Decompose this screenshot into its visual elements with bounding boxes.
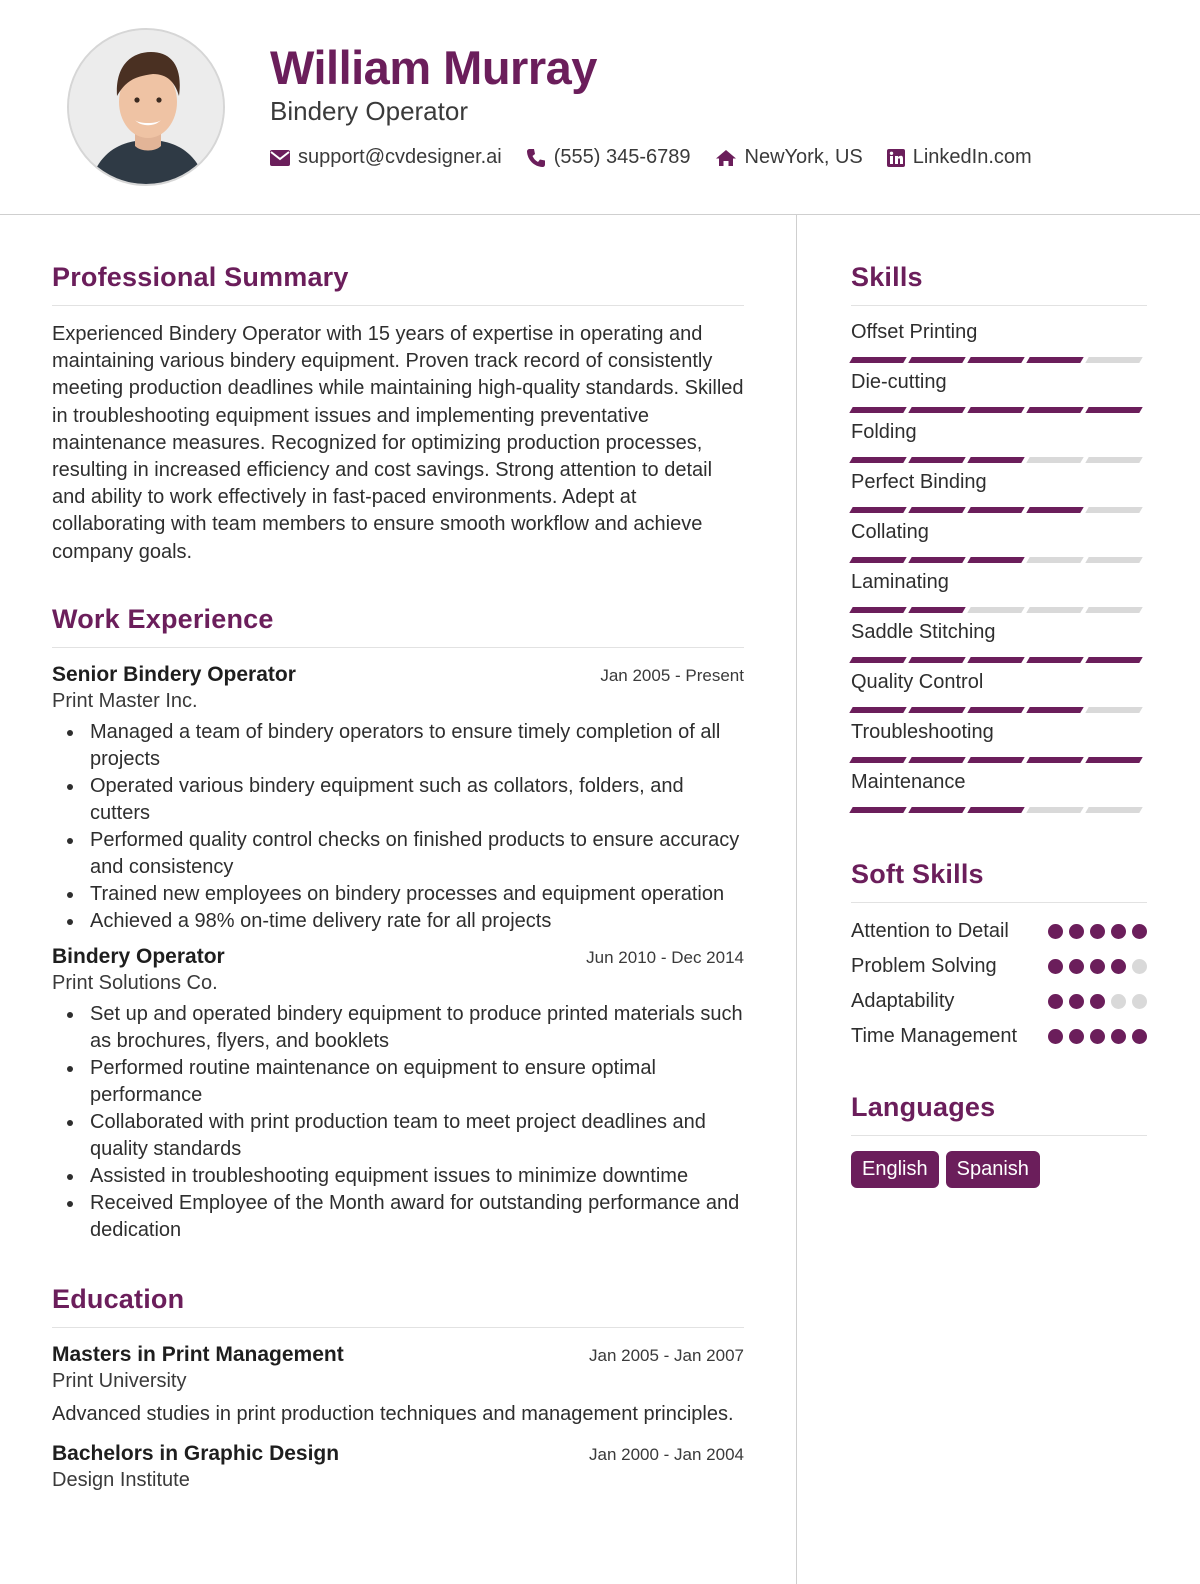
- soft-skills-heading: Soft Skills: [851, 859, 1147, 903]
- skill-name: Laminating: [851, 571, 949, 593]
- summary-text: Experienced Bindery Operator with 15 years of expertise in operating and maintaining various bindery equipment. Proven track record of consistently meeting production deadlines while maintaining high-quality standards. Skilled in troubleshooting equipment issues and implementing preventative maintenance measures. Recognized for optimizing production processes, resulting in increased efficiency and cost savings. Strong attention to detail and ability to work effectively in fast-paced environments. Adept at collaborating with team members to ensure smooth workflow and achieve company goals.: [52, 323, 744, 563]
- skill-level-segment: [1026, 707, 1083, 713]
- rating-dot: [1111, 924, 1126, 939]
- job-bullet: Managed a team of bindery operators to ensure timely completion of all projects: [90, 719, 744, 773]
- skill-level-bar: [851, 707, 1147, 713]
- soft-skill-name: Time Management: [851, 1025, 1017, 1047]
- skill-item: [851, 571, 1147, 621]
- job-title: Bindery Operator: [52, 944, 225, 968]
- skill-level-segment: [967, 807, 1024, 813]
- skill-name: Die-cutting: [851, 371, 947, 393]
- skill-level-segment: [1085, 607, 1142, 613]
- skill-level-segment: [1085, 357, 1142, 363]
- resume-header: [0, 0, 1200, 215]
- soft-skill-rating: [1042, 959, 1147, 974]
- skill-level-segment: [1085, 407, 1142, 413]
- contact-bar: [270, 146, 1056, 169]
- skill-level-bar: [851, 457, 1147, 463]
- skill-level-segment: [849, 657, 906, 663]
- candidate-name: William Murray: [270, 41, 597, 94]
- rating-dot: [1090, 1029, 1105, 1044]
- skill-item: [851, 371, 1147, 421]
- rating-dot: [1048, 994, 1063, 1009]
- skill-level-bar: [851, 807, 1147, 813]
- soft-skill-name: Attention to Detail: [851, 920, 1009, 942]
- skill-level-segment: [1085, 707, 1142, 713]
- skill-level-segment: [849, 807, 906, 813]
- job-date: Jun 2010 - Dec 2014: [586, 947, 744, 967]
- skill-level-segment: [967, 607, 1024, 613]
- skill-level-segment: [908, 707, 965, 713]
- skill-level-segment: [967, 557, 1024, 563]
- skill-level-segment: [1026, 507, 1083, 513]
- skill-level-segment: [849, 357, 906, 363]
- skill-level-segment: [1085, 507, 1142, 513]
- contact-phone-text: (555) 345-6789: [553, 146, 691, 168]
- degree-title: Bachelors in Graphic Design: [52, 1441, 340, 1465]
- rating-dot: [1090, 924, 1105, 939]
- job-bullets: [52, 719, 744, 935]
- soft-skill-name: Problem Solving: [851, 955, 997, 977]
- skill-item: [851, 321, 1147, 371]
- skill-item: [851, 671, 1147, 721]
- skill-name: Perfect Binding: [851, 471, 987, 493]
- rating-dot: [1090, 959, 1105, 974]
- job-date: Jan 2005 - Present: [600, 665, 744, 685]
- skill-level-bar: [851, 757, 1147, 763]
- job-bullet: Trained new employees on bindery processes and equipment operation: [90, 881, 744, 908]
- education-date: Jan 2005 - Jan 2007: [588, 1345, 744, 1365]
- skill-level-segment: [849, 507, 906, 513]
- skill-level-segment: [1085, 757, 1142, 763]
- rating-dot: [1132, 924, 1147, 939]
- skill-level-segment: [849, 557, 906, 563]
- soft-skill-rating: [1042, 994, 1147, 1009]
- skill-level-segment: [908, 757, 965, 763]
- skill-level-segment: [1026, 757, 1083, 763]
- skill-level-segment: [908, 607, 965, 613]
- rating-dot: [1111, 994, 1126, 1009]
- sidebar: [851, 262, 1147, 1188]
- degree-title: Masters in Print Management: [52, 1342, 344, 1366]
- skill-level-segment: [967, 657, 1024, 663]
- rating-dot: [1132, 1029, 1147, 1044]
- candidate-title: Bindery Operator: [270, 96, 468, 126]
- main-column: [52, 262, 744, 1500]
- skill-level-segment: [967, 507, 1024, 513]
- job-bullet: Performed routine maintenance on equipment to ensure optimal performance: [90, 1055, 744, 1109]
- skill-item: [851, 471, 1147, 521]
- skill-level-segment: [849, 407, 906, 413]
- soft-skill-name: Adaptability: [851, 990, 955, 1012]
- home-icon: [715, 149, 737, 167]
- rating-dot: [1048, 1029, 1063, 1044]
- skill-name: Troubleshooting: [851, 721, 994, 743]
- soft-skill-item: [851, 953, 1147, 980]
- skill-level-segment: [1026, 807, 1083, 813]
- languages-heading: Languages: [851, 1092, 1147, 1136]
- job-entry: [52, 945, 744, 1244]
- skill-item: [851, 771, 1147, 821]
- skill-level-segment: [1026, 557, 1083, 563]
- skill-name: Maintenance: [851, 771, 966, 793]
- rating-dot: [1048, 959, 1063, 974]
- skill-level-segment: [849, 707, 906, 713]
- skills-heading: Skills: [851, 262, 1147, 306]
- skill-level-segment: [908, 807, 965, 813]
- job-title: Senior Bindery Operator: [52, 662, 296, 686]
- job-bullet: Received Employee of the Month award for outstanding performance and dedication: [90, 1190, 744, 1244]
- skill-name: Folding: [851, 421, 917, 443]
- job-bullet: Assisted in troubleshooting equipment issues to minimize downtime: [90, 1163, 744, 1190]
- skill-item: [851, 721, 1147, 771]
- soft-skill-item: [851, 918, 1147, 945]
- soft-skill-item: [851, 1023, 1147, 1050]
- education-entry: [52, 1343, 744, 1428]
- skill-level-segment: [1085, 807, 1142, 813]
- skill-level-segment: [1026, 457, 1083, 463]
- skill-level-segment: [849, 757, 906, 763]
- skills-list: [851, 321, 1147, 821]
- soft-skill-rating: [1042, 1029, 1147, 1044]
- education-description: Advanced studies in print production techniques and management principles.: [52, 1402, 734, 1425]
- job-company: Print Solutions Co.: [52, 971, 218, 994]
- rating-dot: [1090, 994, 1105, 1009]
- contact-linkedin[interactable]: [887, 146, 1032, 169]
- contact-email[interactable]: [270, 146, 502, 169]
- skill-level-segment: [967, 707, 1024, 713]
- contact-email-text: support@cvdesigner.ai: [298, 146, 502, 168]
- job-bullet: Set up and operated bindery equipment to produce printed materials such as brochures, flyers, and booklets: [90, 1001, 744, 1055]
- skill-level-bar: [851, 607, 1147, 613]
- job-entry: [52, 663, 744, 935]
- rating-dot: [1048, 924, 1063, 939]
- contact-location: [715, 146, 863, 169]
- skill-name: Offset Printing: [851, 321, 978, 343]
- language-tag: Spanish: [946, 1151, 1040, 1188]
- rating-dot: [1132, 994, 1147, 1009]
- skill-level-segment: [967, 357, 1024, 363]
- skill-item: [851, 421, 1147, 471]
- skill-level-segment: [1026, 357, 1083, 363]
- education-heading: Education: [52, 1284, 744, 1328]
- skill-level-segment: [908, 357, 965, 363]
- skill-level-segment: [967, 757, 1024, 763]
- soft-skills-list: [851, 918, 1147, 1050]
- education-date: Jan 2000 - Jan 2004: [588, 1444, 744, 1464]
- skill-level-segment: [967, 407, 1024, 413]
- skill-level-segment: [908, 507, 965, 513]
- skill-level-segment: [849, 457, 906, 463]
- summary-heading: Professional Summary: [52, 262, 744, 306]
- job-bullet: Collaborated with print production team to meet project deadlines and quality standards: [90, 1109, 744, 1163]
- experience-heading: Work Experience: [52, 604, 744, 648]
- skill-level-segment: [1026, 607, 1083, 613]
- skill-item: [851, 621, 1147, 671]
- skill-level-bar: [851, 507, 1147, 513]
- school-name: Design Institute: [52, 1468, 190, 1491]
- avatar-illustration: [69, 30, 225, 186]
- job-bullet: Performed quality control checks on finished products to ensure accuracy and consistency: [90, 827, 744, 881]
- rating-dot: [1069, 959, 1084, 974]
- skill-level-segment: [908, 557, 965, 563]
- rating-dot: [1069, 994, 1084, 1009]
- education-entry: [52, 1442, 744, 1492]
- skill-level-segment: [849, 607, 906, 613]
- job-bullets: [52, 1001, 744, 1244]
- skill-level-segment: [908, 657, 965, 663]
- rating-dot: [1132, 959, 1147, 974]
- skill-level-bar: [851, 557, 1147, 563]
- skill-level-bar: [851, 657, 1147, 663]
- linkedin-icon: [887, 149, 905, 167]
- skill-level-segment: [1085, 657, 1142, 663]
- skill-name: Saddle Stitching: [851, 621, 996, 643]
- skill-level-segment: [1026, 407, 1083, 413]
- contact-phone[interactable]: [526, 146, 691, 169]
- soft-skill-rating: [1042, 924, 1147, 939]
- rating-dot: [1069, 1029, 1084, 1044]
- skill-level-segment: [908, 407, 965, 413]
- rating-dot: [1069, 924, 1084, 939]
- skill-level-segment: [967, 457, 1024, 463]
- column-divider: [796, 215, 797, 1584]
- soft-skill-item: [851, 988, 1147, 1015]
- skill-name: Collating: [851, 521, 929, 543]
- skill-level-segment: [1026, 657, 1083, 663]
- rating-dot: [1111, 1029, 1126, 1044]
- skill-level-segment: [1085, 457, 1142, 463]
- languages-list: [851, 1151, 1147, 1188]
- skill-name: Quality Control: [851, 671, 984, 693]
- school-name: Print University: [52, 1369, 187, 1392]
- skill-level-bar: [851, 357, 1147, 363]
- contact-linkedin-text: LinkedIn.com: [912, 146, 1032, 168]
- job-company: Print Master Inc.: [52, 689, 198, 712]
- profile-photo: [67, 28, 225, 186]
- phone-icon: [526, 148, 546, 168]
- envelope-icon: [270, 150, 290, 166]
- job-bullet: Operated various bindery equipment such as collators, folders, and cutters: [90, 773, 744, 827]
- contact-location-text: NewYork, US: [744, 146, 863, 168]
- language-tag: English: [851, 1151, 939, 1188]
- skill-level-segment: [1085, 557, 1142, 563]
- job-bullet: Achieved a 98% on-time delivery rate for all projects: [90, 908, 744, 935]
- rating-dot: [1111, 959, 1126, 974]
- skill-level-bar: [851, 407, 1147, 413]
- skill-item: [851, 521, 1147, 571]
- skill-level-segment: [908, 457, 965, 463]
